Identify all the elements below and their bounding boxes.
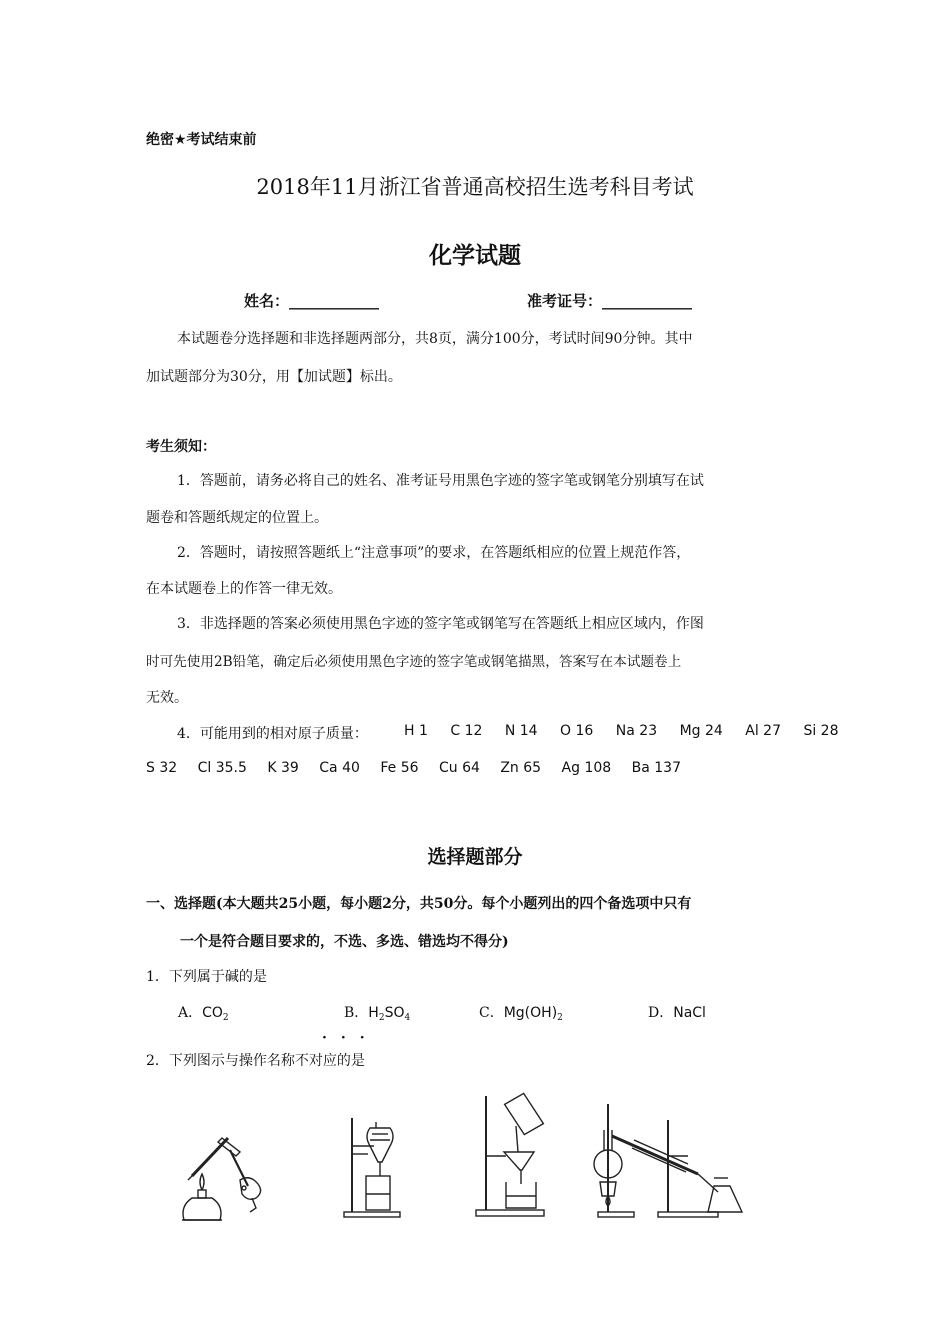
q1-option-c [479, 1002, 563, 1023]
mass-k: K 39 [267, 760, 299, 776]
intro-line-1: 本试题卷分选择题和非选择题两部分，共8页，满分100分，考试时间90分钟。其中 [177, 331, 693, 347]
part1-line-1: 一、选择题(本大题共25小题，每小题2分，共50分。每个小题列出的四个备选项中只有 [146, 896, 692, 912]
notice-item-3-line-3: 无效。 [146, 690, 188, 706]
masses-row-1 [404, 723, 839, 739]
mass-n: N 14 [504, 723, 538, 739]
id-field [527, 290, 692, 311]
q1-option-b [344, 1002, 410, 1023]
figure-filtration [472, 1092, 562, 1220]
mass-na: Na 23 [615, 723, 658, 739]
q1-option-d [648, 1002, 706, 1022]
mass-h: H 1 [404, 723, 428, 739]
figure-separatory-funnel [340, 1114, 410, 1220]
mass-al: Al 27 [745, 723, 781, 739]
mass-fe: Fe 56 [380, 760, 419, 776]
q2-emphasis-dots: ··· [322, 1030, 379, 1046]
q1-d-label: D． [648, 1005, 674, 1021]
mass-mg: Mg 24 [679, 723, 723, 739]
figure-heating-test-tube [178, 1128, 274, 1224]
mass-si: Si 28 [803, 723, 839, 739]
mass-o: O 16 [560, 723, 594, 739]
subject-title: 化学试题 [429, 243, 521, 269]
notice-item-2-line-1: 2．答题时，请按照答题纸上“注意事项”的要求，在答题纸相应的位置上规范作答， [177, 545, 691, 561]
q1-a-formula: CO [202, 1005, 223, 1021]
q1-d-formula: NaCl [673, 1005, 706, 1021]
q2-stem: 2．下列图示与操作名称不对应的是 [146, 1053, 365, 1069]
intro-line-2: 加试题部分为30分，用【加试题】标出。 [146, 369, 402, 385]
q1-c-label: C． [479, 1005, 504, 1021]
part1-line-2: 一个是符合题目要求的，不选、多选、错选均不得分) [180, 934, 509, 950]
exam-title: 2018年11月浙江省普通高校招生选考科目考试 [256, 175, 694, 199]
id-label: 准考证号： [527, 292, 603, 310]
notice-item-4 [177, 723, 368, 743]
notice-item-2-line-2: 在本试题卷上的作答一律无效。 [146, 581, 342, 597]
q1-c-formula: Mg(OH) [503, 1005, 558, 1021]
name-blank: ____________ [289, 292, 380, 310]
name-field [244, 290, 379, 311]
secret-mark: 绝密★考试结束前 [146, 132, 257, 148]
q1-option-a [178, 1002, 229, 1023]
mass-ca: Ca 40 [319, 760, 360, 776]
q1-stem: 1．下列属于碱的是 [146, 969, 267, 985]
notice-item-4-prefix: 4．可能用到的相对原子质量： [177, 726, 368, 742]
masses-row-2 [146, 760, 681, 776]
q1-c-sub: 2 [557, 1013, 563, 1023]
mass-s: S 32 [146, 760, 178, 776]
notice-item-3-line-1: 3．非选择题的答案必须使用黑色字迹的签字笔或钢笔写在答题纸上相应区域内，作图 [177, 616, 704, 632]
section-title: 选择题部分 [427, 846, 523, 868]
q1-b-label: B． [344, 1005, 369, 1021]
mass-cu: Cu 64 [438, 760, 480, 776]
id-blank: ____________ [602, 292, 693, 310]
name-label: 姓名： [244, 292, 290, 310]
q1-b-formula-so: SO [384, 1005, 405, 1021]
notice-item-3-line-2: 时可先使用2B铅笔，确定后必须使用黑色字迹的签字笔或钢笔描黑，答案写在本试题卷上 [146, 654, 682, 670]
mass-c: C 12 [450, 723, 483, 739]
q1-b-sub-2: 4 [404, 1013, 411, 1023]
notice-item-1-line-1: 1．答题前，请务必将自己的姓名、准考证号用黑色字迹的签字笔或钢笔分别填写在试 [177, 473, 704, 489]
q1-a-label: A． [178, 1005, 203, 1021]
mass-ba: Ba 137 [631, 760, 681, 776]
mass-zn: Zn 65 [500, 760, 542, 776]
mass-ag: Ag 108 [561, 760, 612, 776]
q1-b-formula-h: H [368, 1005, 379, 1021]
q1-a-sub: 2 [222, 1013, 229, 1023]
notice-item-1-line-2: 题卷和答题纸规定的位置上。 [146, 510, 328, 526]
q1-b-sub-1: 2 [378, 1013, 385, 1023]
mass-cl: Cl 35.5 [197, 760, 247, 776]
figure-distillation [578, 1100, 748, 1220]
notice-heading: 考生须知： [146, 439, 216, 455]
